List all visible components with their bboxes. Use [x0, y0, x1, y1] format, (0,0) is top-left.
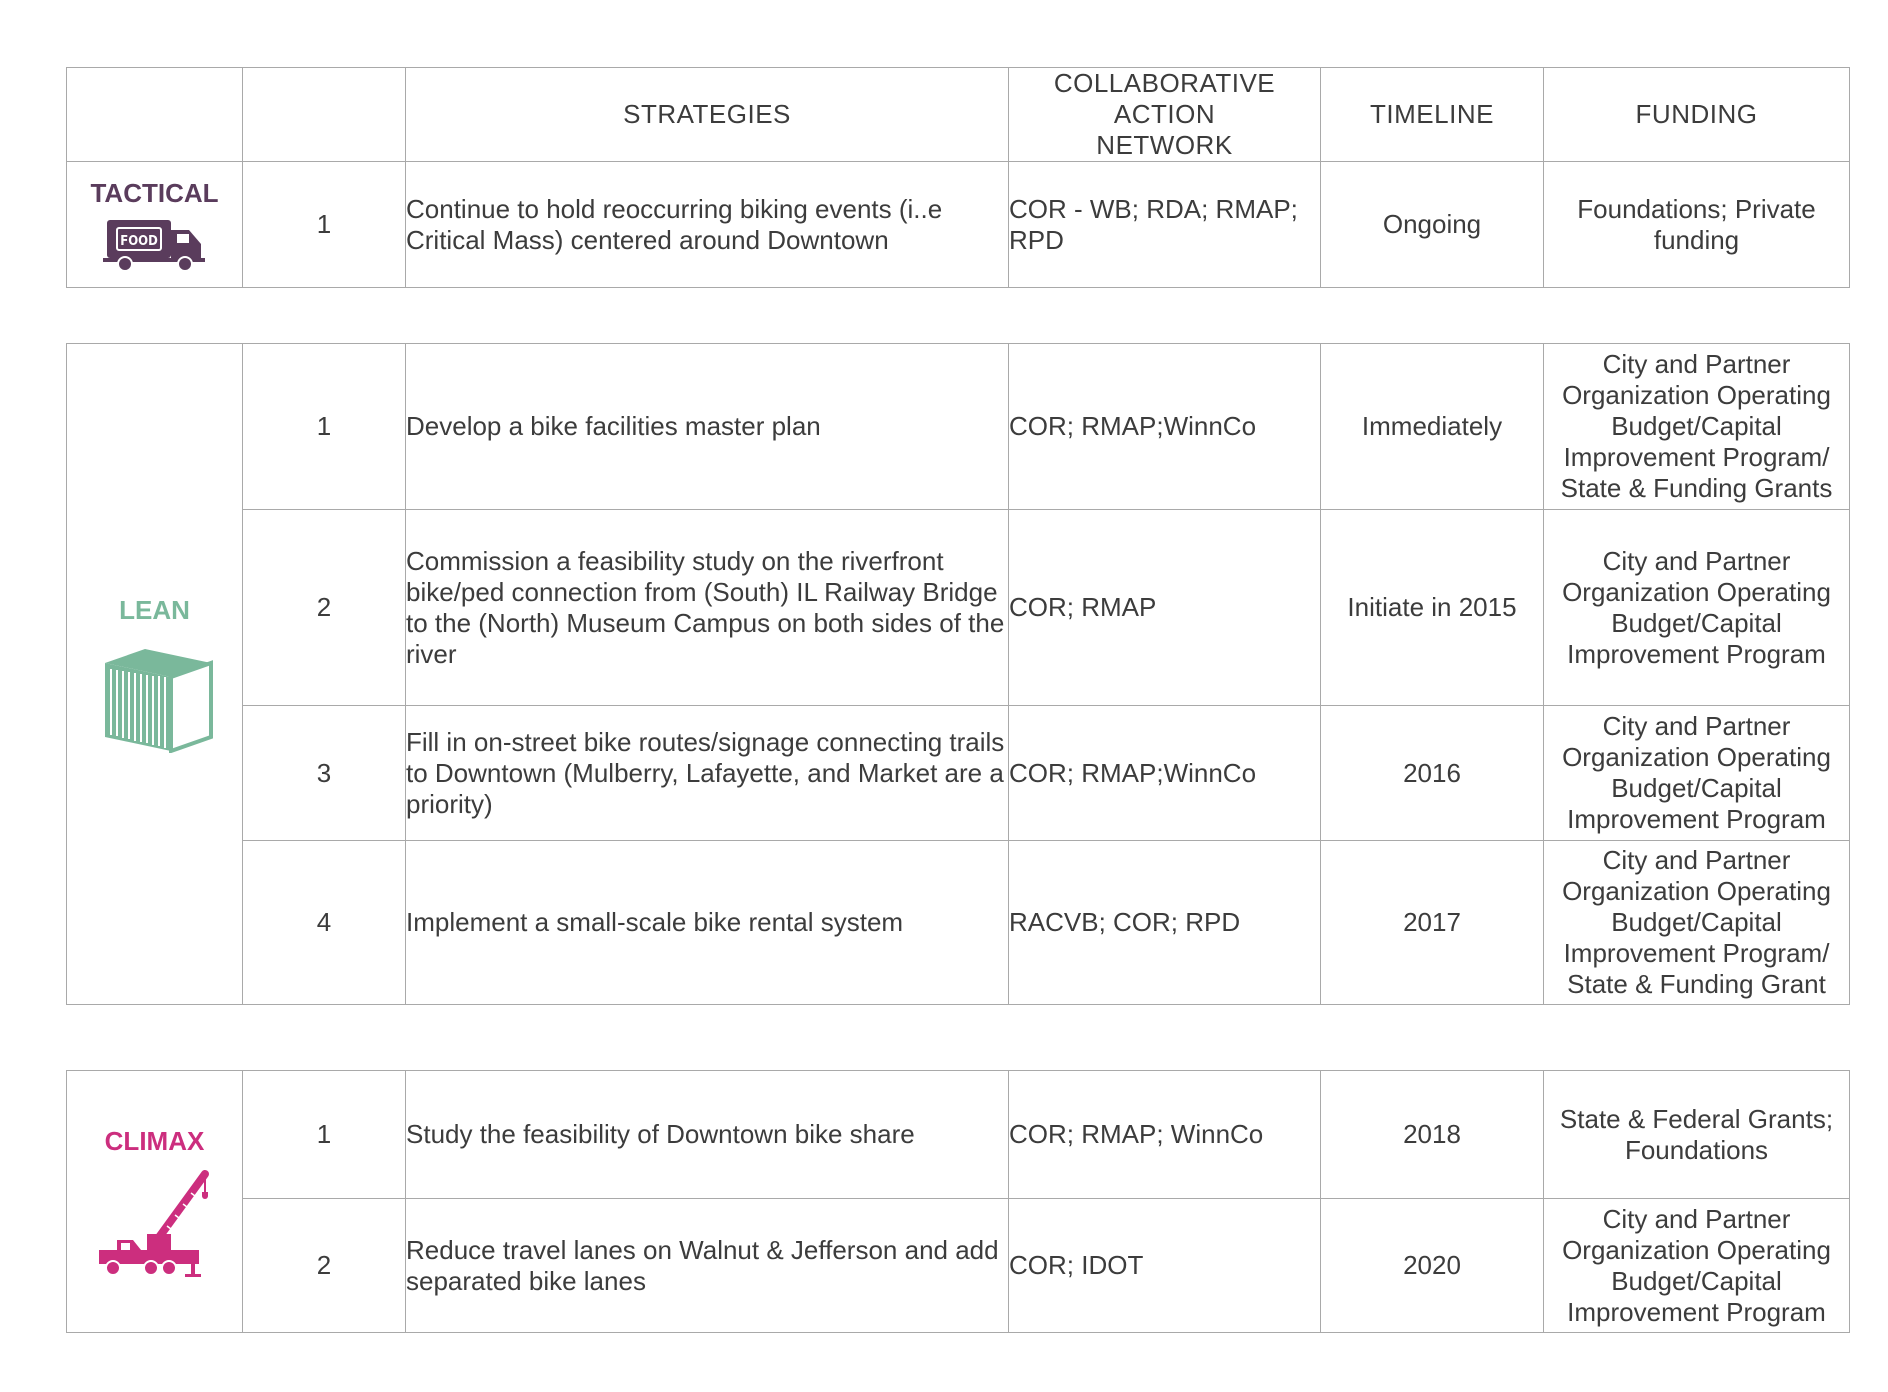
table-row: [67, 841, 1850, 1005]
food-sign-text: FOOD: [119, 233, 158, 249]
shipping-container-icon: [95, 645, 215, 753]
tier-tactical: [67, 162, 243, 288]
lean-table: [66, 343, 1850, 1005]
table-row: [67, 1199, 1850, 1333]
funding-cell: State & Federal Grants; Foundations: [1544, 1071, 1850, 1199]
header-timeline: TIMELINE: [1321, 68, 1544, 162]
row-number: 3: [243, 706, 406, 841]
timeline-cell: 2017: [1321, 841, 1544, 1005]
timeline-cell: 2020: [1321, 1199, 1544, 1333]
table-row: [67, 706, 1850, 841]
row-number: 1: [243, 1071, 406, 1199]
network-cell: COR; RMAP;WinnCo: [1009, 344, 1321, 510]
funding-cell: City and Partner Organization Operating Budget/Capital Improvement Program/ State & Funding Grants: [1544, 344, 1850, 510]
funding-cell: City and Partner Organization Operating Budget/Capital Improvement Program: [1544, 510, 1850, 706]
tier-climax: [67, 1071, 243, 1333]
tier-title-tactical: TACTICAL: [90, 177, 219, 208]
timeline-cell: 2016: [1321, 706, 1544, 841]
timeline-cell: 2018: [1321, 1071, 1544, 1199]
header-blank: [243, 68, 406, 162]
tier-title-lean: LEAN: [119, 595, 190, 625]
table-row: [67, 1071, 1850, 1199]
food-truck-icon: [103, 216, 207, 272]
strategy-cell: Develop a bike facilities master plan: [406, 344, 1009, 510]
network-cell: RACVB; COR; RPD: [1009, 841, 1321, 1005]
tactical-table: [66, 67, 1850, 288]
funding-cell: City and Partner Organization Operating Budget/Capital Improvement Program/ State & Funding Grant: [1544, 841, 1850, 1005]
strategy-cell: Fill in on-street bike routes/signage connecting trails to Downtown (Mulberry, Lafayette, and Market are a priority): [406, 706, 1009, 841]
row-number: 1: [243, 162, 406, 288]
table-row: [67, 162, 1850, 288]
network-cell: COR; IDOT: [1009, 1199, 1321, 1333]
funding-cell: City and Partner Organization Operating Budget/Capital Improvement Program: [1544, 706, 1850, 841]
funding-cell: Foundations; Private funding: [1544, 162, 1850, 288]
row-number: 1: [243, 344, 406, 510]
timeline-cell: Initiate in 2015: [1321, 510, 1544, 706]
tier-lean: [67, 344, 243, 1005]
crane-truck-icon: [95, 1168, 215, 1278]
header-strategies: STRATEGIES: [406, 68, 1009, 162]
strategy-cell: Commission a feasibility study on the riverfront bike/ped connection from (South) IL Railway Bridge to the (North) Museum Campus on both sides of the river: [406, 510, 1009, 706]
network-cell: COR; RMAP; WinnCo: [1009, 1071, 1321, 1199]
row-number: 4: [243, 841, 406, 1005]
table-row: [67, 344, 1850, 510]
climax-table: [66, 1070, 1850, 1333]
strategy-cell: Study the feasibility of Downtown bike share: [406, 1071, 1009, 1199]
header-funding: FUNDING: [1544, 68, 1850, 162]
network-cell: COR; RMAP;WinnCo: [1009, 706, 1321, 841]
strategy-cell: Reduce travel lanes on Walnut & Jefferson and add separated bike lanes: [406, 1199, 1009, 1333]
header-blank: [67, 68, 243, 162]
table-row: [67, 510, 1850, 706]
header-row: [67, 68, 1850, 162]
strategy-cell: Continue to hold reoccurring biking events (i..e Critical Mass) centered around Downtown: [406, 162, 1009, 288]
timeline-cell: Immediately: [1321, 344, 1544, 510]
row-number: 2: [243, 510, 406, 706]
funding-cell: City and Partner Organization Operating Budget/Capital Improvement Program: [1544, 1199, 1850, 1333]
row-number: 2: [243, 1199, 406, 1333]
timeline-cell: Ongoing: [1321, 162, 1544, 288]
tier-title-climax: CLIMAX: [104, 1125, 205, 1156]
strategy-cell: Implement a small-scale bike rental system: [406, 841, 1009, 1005]
header-network: COLLABORATIVE ACTION NETWORK: [1009, 68, 1321, 162]
network-cell: COR - WB; RDA; RMAP; RPD: [1009, 162, 1321, 288]
network-cell: COR; RMAP: [1009, 510, 1321, 706]
